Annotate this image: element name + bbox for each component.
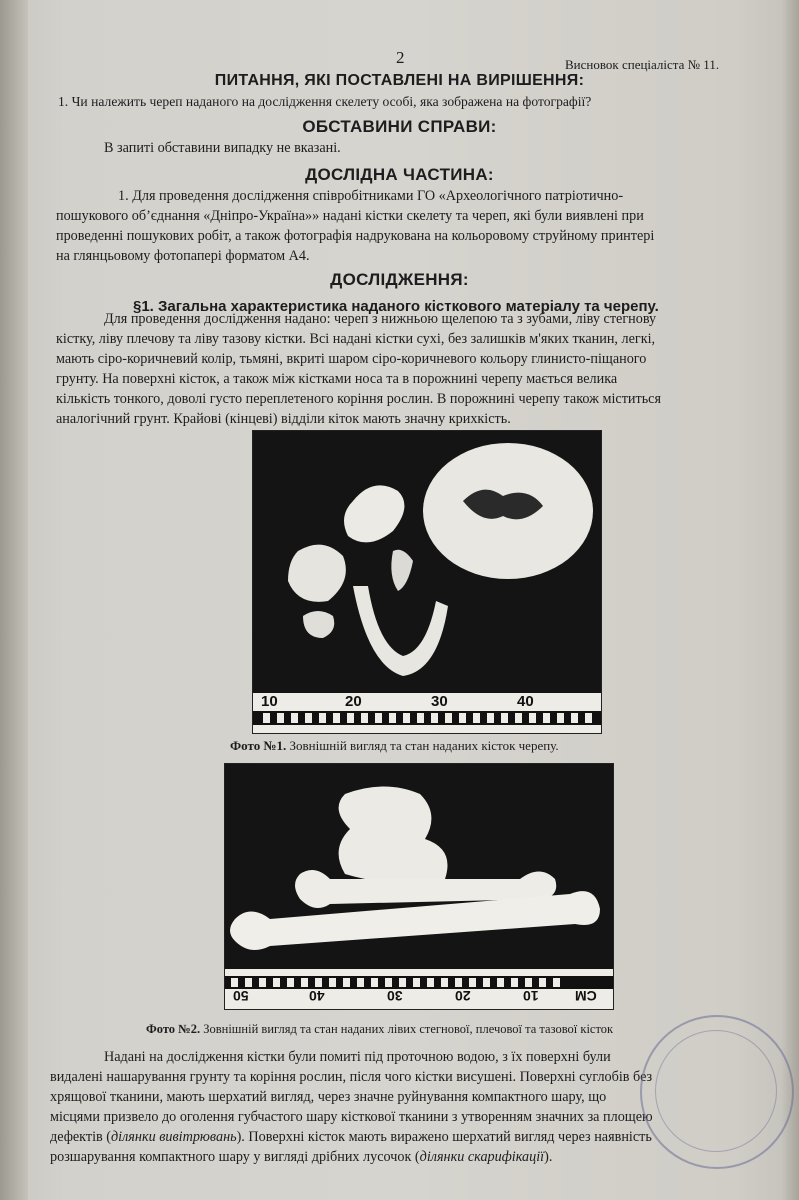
circumstances-heading: ОБСТАВИНИ СПРАВИ: <box>302 117 497 136</box>
research-line-5: кількість тонкого, доволі густо переплетеного коріння рослин. В порожнині черепу також міститься <box>56 391 661 407</box>
ruler-2-label-30: 30 <box>387 988 403 1004</box>
section-1-title: §1. Загальна характеристика наданого кісткового матеріалу та черепу. <box>133 298 659 315</box>
research-line-3: мають сіро-коричневий колір, тьмяні, вкриті шаром сіро-коричневого кольору глинисто-піщаного <box>56 351 647 367</box>
ruler-1-label-40: 40 <box>517 693 534 710</box>
closing-line-4: місцями призвело до оголення губчастого шару кісткової тканини з утворенням значних за площею <box>50 1109 653 1125</box>
photo-2-caption-label: Фото №2. <box>146 1022 201 1036</box>
photo-2-caption-text: Зовнішній вигляд та стан наданих лівих стегнової, плечової та тазової кісток <box>200 1022 614 1036</box>
research-part-heading: ДОСЛІДНА ЧАСТИНА: <box>305 165 494 184</box>
research-part-line-1: 1. Для проведення дослідження співробітниками ГО «Археологічного патріотично- <box>118 188 624 204</box>
closing-line-6 <box>50 1147 552 1167</box>
research-heading: ДОСЛІДЖЕННЯ: <box>330 270 469 289</box>
ruler-1-label-30: 30 <box>431 693 448 710</box>
ruler-1-label-10: 10 <box>261 693 278 710</box>
research-part-line-2: пошукового об’єднання «Дніпро-Україна»» надані кістки скелету та череп, які були виявлені при <box>56 208 644 224</box>
ruler-2-label-20: 20 <box>455 988 471 1004</box>
research-line-2: кістку, ліву плечову та ліву тазову кістки. Всі надані кістки сухі, без залишків м'яких тканин, легкі, <box>56 331 656 347</box>
closing-line-6-italic: ділянки скарифікації <box>419 1149 545 1165</box>
photo-1-caption-label: Фото №1. <box>230 738 287 753</box>
photo-2-caption <box>146 1022 613 1037</box>
research-line-1: Для проведення дослідження надано: череп з нижньою щелепою та з зубами, ліву стегнову <box>104 311 657 327</box>
closing-line-1: Надані на дослідження кістки були помиті під проточною водою, з їх поверхні були <box>104 1049 611 1065</box>
official-stamp-inner-ring <box>655 1030 777 1152</box>
photo-1-skull-bones <box>252 430 602 734</box>
closing-line-5 <box>50 1127 652 1147</box>
ruler-2-label-10: 10 <box>523 988 539 1004</box>
photo-2-limb-bones <box>224 763 614 1010</box>
closing-line-6-end: ). <box>544 1149 553 1165</box>
circumstances-text: В запиті обставини випадку не вказані. <box>104 140 341 156</box>
closing-line-5-end: ). Поверхні кісток мають виражено шерхатий вигляд через наявність <box>236 1129 652 1145</box>
closing-line-5-start: дефектів ( <box>50 1129 111 1145</box>
closing-line-3: хрящової тканини, мають шерхатий вигляд, через значне руйнування компактного шару, що <box>50 1089 607 1105</box>
photo-1-caption <box>230 738 559 754</box>
research-part-line-3: проведенні пошукових робіт, а також фотографія надрукована на кольоровому струйному принтері <box>56 228 655 244</box>
closing-line-6-start: розшарування компактного шару у вигляді дрібних лусочок ( <box>50 1149 420 1165</box>
ruler-2-label-cm: CM <box>575 988 597 1004</box>
skull-bones-image <box>253 431 601 733</box>
research-line-6: аналогічний грунт. Крайові (кінцеві) відділи кіток мають значну крихкість. <box>56 411 511 427</box>
ruler-2-label-40: 40 <box>309 988 325 1004</box>
research-line-4: грунту. На поверхні кісток, а також між кістками носа та в порожнині черепу мається велика <box>56 371 618 387</box>
ruler-1 <box>253 711 601 725</box>
questions-heading: ПИТАННЯ, ЯКІ ПОСТАВЛЕНІ НА ВИРІШЕННЯ: <box>214 72 585 89</box>
ruler-1-label-20: 20 <box>345 693 362 710</box>
closing-line-2: видалені нашарування грунту та коріння рослин, після чого кістки висушені. Поверхні суглобів без <box>50 1069 653 1085</box>
page-number: 2 <box>396 48 405 67</box>
question-item-1: 1. Чи належить череп наданого на дослідження скелету особі, яка зображена на фотографії? <box>58 94 592 109</box>
ruler-2-label-50: 50 <box>233 988 249 1004</box>
closing-line-5-italic: ділянки вивітрювань <box>111 1129 237 1145</box>
conclusion-reference: Висновок спеціаліста № 11. <box>565 57 720 72</box>
research-part-line-4: на глянцьовому фотопапері форматом А4. <box>56 248 310 264</box>
photo-1-caption-text: Зовнішній вигляд та стан наданих кісток черепу. <box>286 738 559 753</box>
ruler-2 <box>225 976 613 989</box>
limb-bones-image <box>225 764 613 1009</box>
